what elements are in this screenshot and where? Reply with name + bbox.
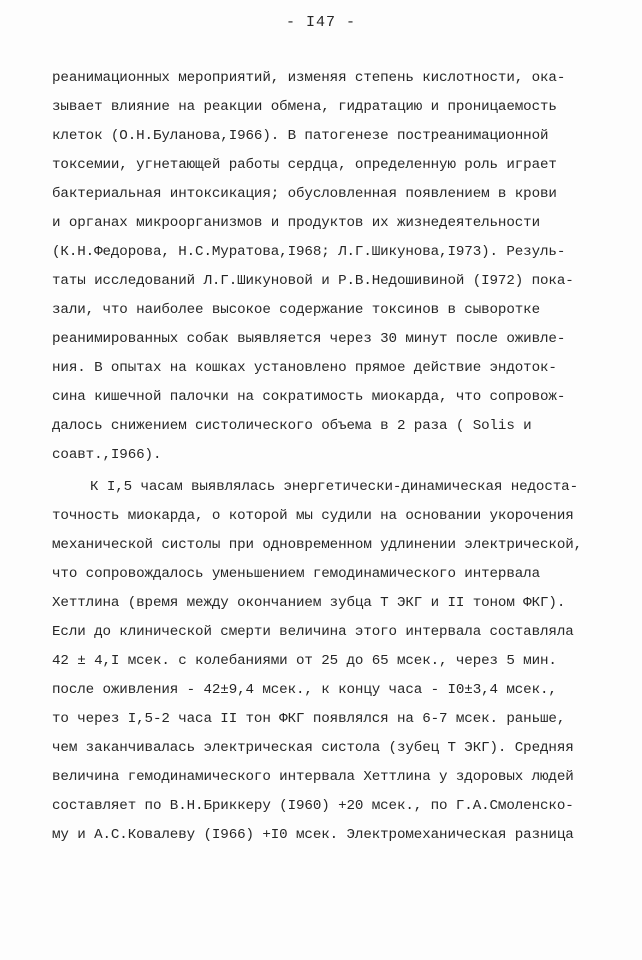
text-line: то через I,5-2 часа II тон ФКГ появлялся на 6-7 мсек. раньше, <box>52 711 566 727</box>
text-line: соавт.,I966). <box>52 447 162 463</box>
text-line: после оживления - 42±9,4 мсек., к концу часа - I0±3,4 мсек., <box>52 682 557 698</box>
text-line: величина гемодинамического интервала Хеттлина у здоровых людей <box>52 769 574 785</box>
text-line: бактериальная интоксикация; обусловленная появлением в крови <box>52 186 557 202</box>
text-line: таты исследований Л.Г.Шикуновой и Р.В.Недошивиной (I972) пока- <box>52 273 574 289</box>
page-number: - I47 - <box>285 14 356 31</box>
text-line: что сопровождалось уменьшением гемодинамического интервала <box>52 566 541 582</box>
text-line: составляет по В.Н.Бриккеру (I960) +20 мсек., по Г.А.Смоленско- <box>52 798 574 814</box>
text-line: му и А.С.Ковалеву (I966) +I0 мсек. Электромеханическая разница <box>52 827 574 843</box>
text-line: и органах микроорганизмов и продуктов их жизнедеятельности <box>52 215 541 231</box>
body-text <box>52 64 612 850</box>
text-line: К I,5 часам выявлялась энергетически-динамическая недоста- <box>90 479 579 495</box>
text-line: 42 ± 4,I мсек. с колебаниями от 25 до 65 мсек., через 5 мин. <box>52 653 557 669</box>
text-line: зывает влияние на реакции обмена, гидратацию и проницаемость <box>52 99 557 115</box>
paragraph-1 <box>52 64 612 470</box>
text-line: точность миокарда, о которой мы судили на основании укорочения <box>52 508 574 524</box>
text-line: реанимированных собак выявляется через 30 минут после оживле- <box>52 331 566 347</box>
text-line: чем заканчивалась электрическая систола (зубец Т ЭКГ). Средняя <box>52 740 574 756</box>
text-line: далось снижением систолического объема в 2 раза ( Solis и <box>52 418 532 434</box>
text-line: механической систолы при одновременном удлинении электрической, <box>52 537 583 553</box>
text-line: сина кишечной палочки на сократимость миокарда, что сопровож- <box>52 389 566 405</box>
text-line: зали, что наиболее высокое содержание токсинов в сыворотке <box>52 302 541 318</box>
text-line: токсемии, угнетающей работы сердца, определенную роль играет <box>52 157 557 173</box>
text-line: ния. В опытах на кошках установлено прямое действие эндоток- <box>52 360 557 376</box>
text-line: клеток (О.Н.Буланова,I966). В патогенезе постреанимационной <box>52 128 549 144</box>
text-line: (К.Н.Федорова, Н.С.Муратова,I968; Л.Г.Шикунова,I973). Резуль- <box>52 244 566 260</box>
text-line: Хеттлина (время между окончанием зубца Т ЭКГ и II тоном ФКГ). <box>52 595 566 611</box>
text-line: Если до клинической смерти величина этого интервала составляла <box>52 624 574 640</box>
paragraph-2 <box>52 473 612 850</box>
text-line: реанимационных мероприятий, изменяя степень кислотности, ока- <box>52 70 566 86</box>
